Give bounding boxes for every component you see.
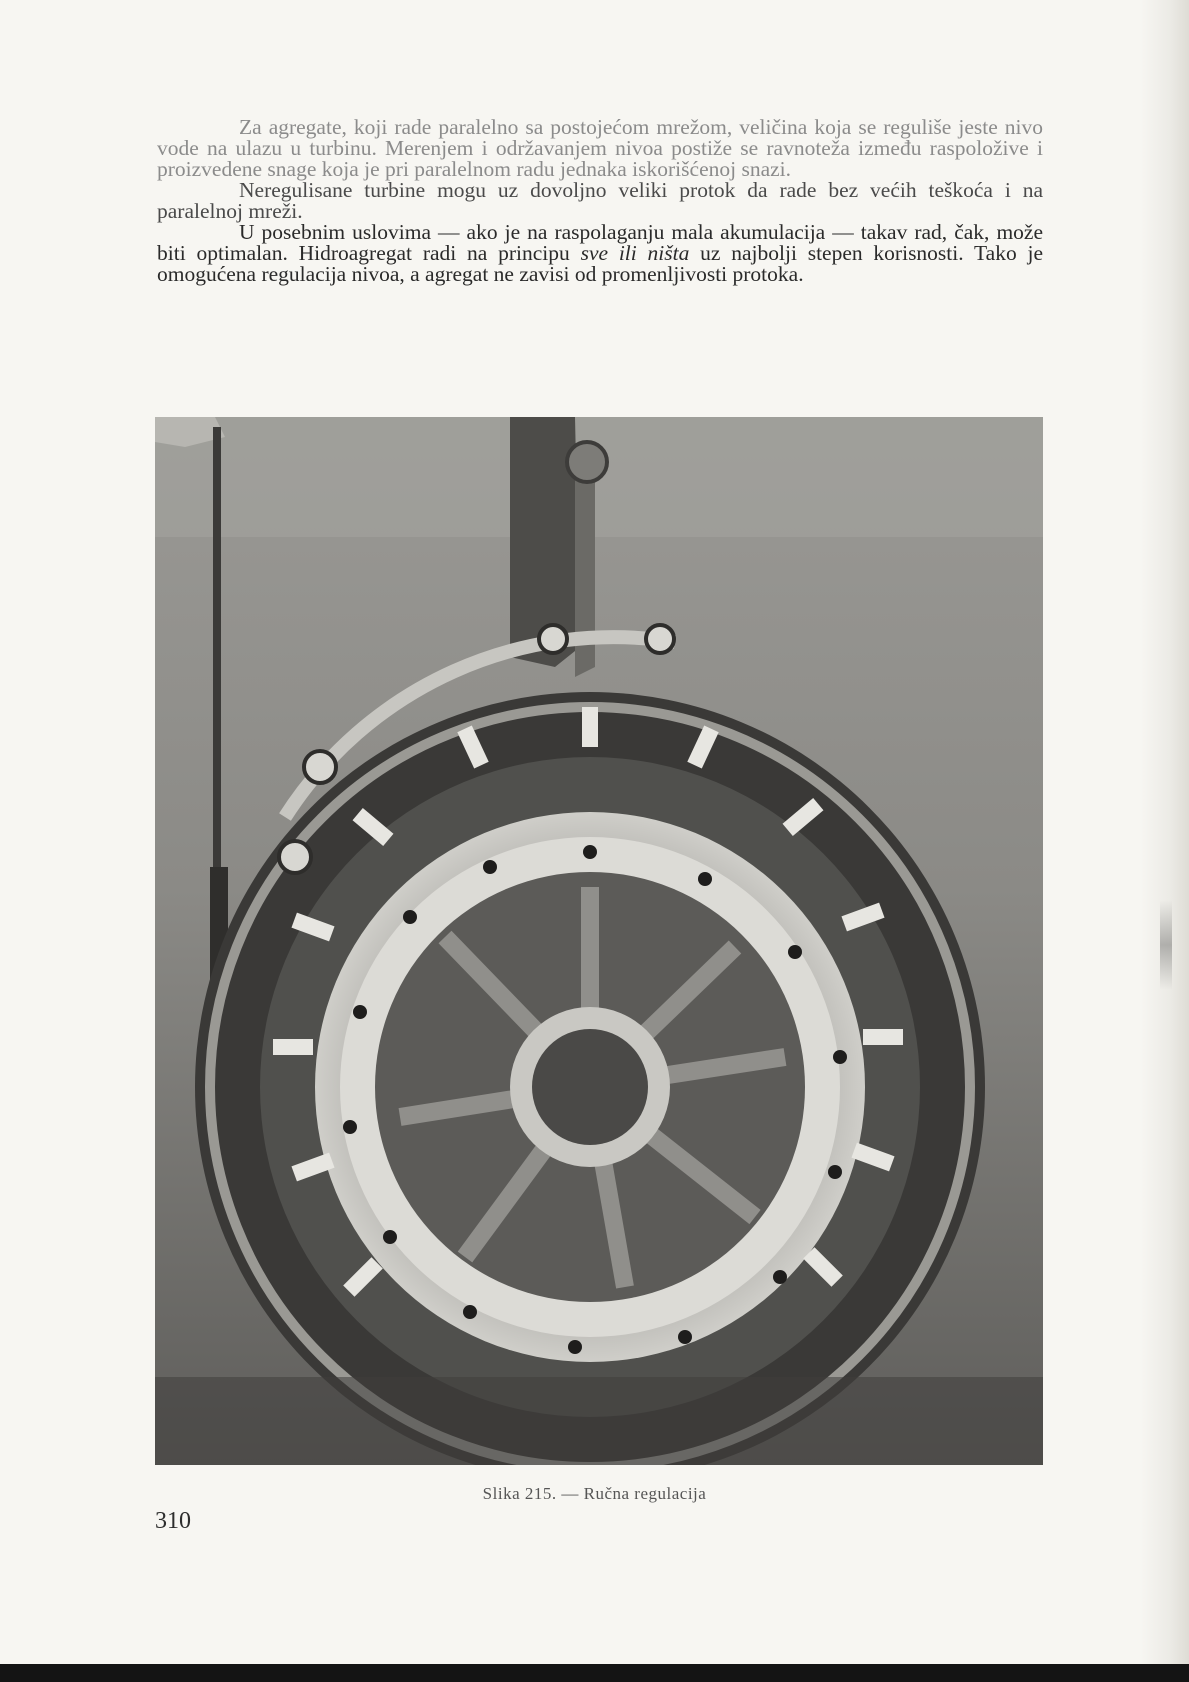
scan-border (0, 1664, 1189, 1682)
figure-caption: Slika 215. — Ručna regulacija (482, 1484, 707, 1503)
paragraph-3-end: uz najbolji stepen korisnosti. Tako je omogućena regulacija nivoa, a agregat ne zavisi od promenljivosti protoka. (157, 241, 1044, 286)
paragraph-1: Za agregate, koji rade paralelno sa postojećom mrežom, veličina koja se reguliše jeste nivo vode na ulazu u turbinu. Merenjem i održavanjem nivoa postiže se ravnoteža između raspoložive i proizvedene snage koja je pri paralelnom radu jednaka iskorišćenoj snazi. (157, 115, 1043, 181)
body-text (157, 117, 1043, 285)
page-edge-shadow (1140, 0, 1189, 1664)
turbine-photo-drawing (155, 417, 1043, 1465)
paragraph-3-start: U posebnim uslovima — ako je na raspolaganju mala akumulacija — takav rad, čak, može biti optimalan. Hidroagregat radi na principu (157, 220, 1043, 265)
paragraph-2: Neregulisane turbine mogu uz dovoljno veliki protok da rade bez većih teškoća i na paralelnoj mreži. (157, 178, 1043, 223)
turbine-photo (155, 417, 1043, 1465)
paragraph-3-emphasis: sve ili ništa (580, 241, 690, 265)
page-number: 310 (155, 1508, 191, 1534)
scan-mark (1160, 900, 1172, 990)
turbine-assembly (195, 692, 985, 1465)
paragraph-3 (157, 222, 1043, 285)
